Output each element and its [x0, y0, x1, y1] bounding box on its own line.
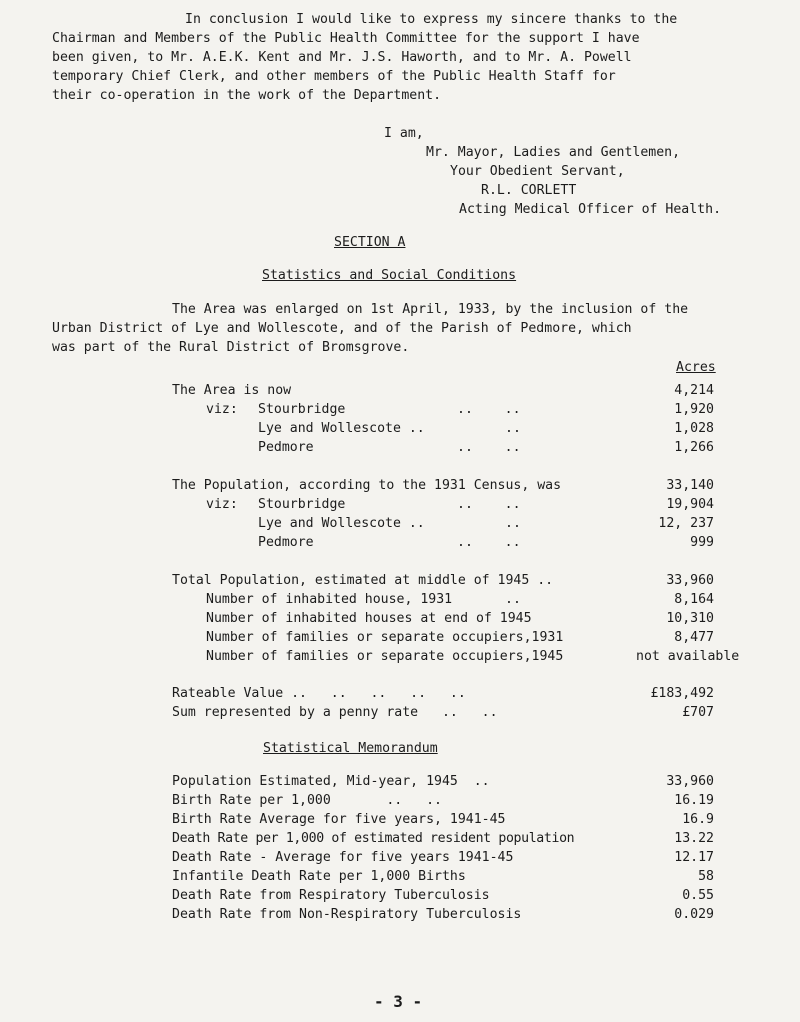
page-number: - 3 - — [374, 992, 423, 1011]
households-row-label: Number of inhabited houses at end of 1945 — [206, 611, 532, 626]
intro-line-1: In conclusion I would like to express my sincere thanks to the — [185, 12, 678, 27]
population-row-dots: .. — [505, 516, 521, 531]
memorandum-row-value: 16.9 — [682, 812, 714, 827]
population-row-label: Pedmore — [258, 535, 314, 550]
households-row-value: 33,960 — [666, 573, 714, 588]
households-row-label: Number of inhabited house, 1931 — [206, 592, 453, 607]
area-row-dots: .. .. — [457, 440, 521, 455]
memorandum-heading: Statistical Memorandum — [263, 741, 438, 756]
population-row-dots: .. .. — [457, 535, 521, 550]
memorandum-row-label: Population Estimated, Mid-year, 1945 .. — [172, 774, 490, 789]
memorandum-row-label: Death Rate per 1,000 of estimated resident population — [172, 831, 575, 846]
memorandum-row-value: 13.22 — [674, 831, 714, 846]
memorandum-row-value: 16.19 — [674, 793, 714, 808]
memorandum-row-value: 33,960 — [666, 774, 714, 789]
memorandum-row-label: Birth Rate per 1,000 .. .. — [172, 793, 442, 808]
area-row-value: 1,028 — [674, 421, 714, 436]
section-para-line-1: The Area was enlarged on 1st April, 1933, by the inclusion of the — [172, 302, 689, 317]
households-row-label: Total Population, estimated at middle of 1945 .. — [172, 573, 554, 588]
section-subheading: Statistics and Social Conditions — [262, 268, 517, 283]
area-row-label: Lye and Wollescote .. — [258, 421, 425, 436]
population-total-label: The Population, according to the 1931 Census, was — [172, 478, 562, 493]
households-row-label: Number of families or separate occupiers,1945 — [206, 649, 564, 664]
population-total-value: 33,140 — [666, 478, 714, 493]
households-row-value: 10,310 — [666, 611, 714, 626]
population-row-value: 19,904 — [666, 497, 714, 512]
area-row-value: 1,266 — [674, 440, 714, 455]
rates-row-label: Sum represented by a penny rate .. .. — [172, 705, 498, 720]
area-row-value: 1,920 — [674, 402, 714, 417]
households-row-dots: .. — [505, 592, 521, 607]
population-row-value: 999 — [690, 535, 714, 550]
signoff-i-am: I am, — [384, 126, 424, 141]
area-row-label: Stourbridge — [258, 402, 346, 417]
memorandum-row-label: Death Rate from Non-Respiratory Tuberculosis — [172, 907, 522, 922]
memorandum-row-label: Death Rate from Respiratory Tuberculosis — [172, 888, 490, 903]
area-total-label: The Area is now — [172, 383, 292, 398]
memorandum-row-value: 12.17 — [674, 850, 714, 865]
area-total-value: 4,214 — [674, 383, 714, 398]
population-viz: viz: — [206, 497, 238, 512]
memorandum-row-label: Infantile Death Rate per 1,000 Births — [172, 869, 466, 884]
signoff-title: Acting Medical Officer of Health. — [459, 202, 722, 217]
area-row-dots: .. .. — [457, 402, 521, 417]
intro-line-5: their co-operation in the work of the Department. — [52, 88, 442, 103]
memorandum-row-label: Birth Rate Average for five years, 1941-45 — [172, 812, 506, 827]
rates-row-value: £707 — [682, 705, 714, 720]
intro-line-2: Chairman and Members of the Public Health Committee for the support I have — [52, 31, 640, 46]
signoff-name: R.L. CORLETT — [481, 183, 577, 198]
acres-header: Acres — [676, 360, 716, 375]
rates-row-value: £183,492 — [650, 686, 714, 701]
households-row-value: not available — [636, 649, 740, 664]
households-row-value: 8,477 — [674, 630, 714, 645]
memorandum-row-value: 58 — [698, 869, 714, 884]
area-row-dots: .. — [505, 421, 521, 436]
signoff-salutation: Mr. Mayor, Ladies and Gentlemen, — [426, 145, 681, 160]
intro-line-3: been given, to Mr. A.E.K. Kent and Mr. J.S. Haworth, and to Mr. A. Powell — [52, 50, 632, 65]
intro-line-4: temporary Chief Clerk, and other members of the Public Health Staff for — [52, 69, 616, 84]
households-row-label: Number of families or separate occupiers,1931 — [206, 630, 564, 645]
population-row-label: Stourbridge — [258, 497, 346, 512]
section-para-line-2: Urban District of Lye and Wollescote, and of the Parish of Pedmore, which — [52, 321, 632, 336]
section-heading: SECTION A — [334, 235, 406, 250]
households-row-value: 8,164 — [674, 592, 714, 607]
area-row-label: Pedmore — [258, 440, 314, 455]
memorandum-row-value: 0.55 — [682, 888, 714, 903]
memorandum-row-value: 0.029 — [674, 907, 714, 922]
rates-row-label: Rateable Value .. .. .. .. .. — [172, 686, 466, 701]
population-row-dots: .. .. — [457, 497, 521, 512]
population-row-label: Lye and Wollescote .. — [258, 516, 425, 531]
signoff-closing: Your Obedient Servant, — [450, 164, 625, 179]
area-viz: viz: — [206, 402, 238, 417]
section-para-line-3: was part of the Rural District of Bromsgrove. — [52, 340, 410, 355]
memorandum-row-label: Death Rate - Average for five years 1941-45 — [172, 850, 514, 865]
population-row-value: 12, 237 — [658, 516, 714, 531]
